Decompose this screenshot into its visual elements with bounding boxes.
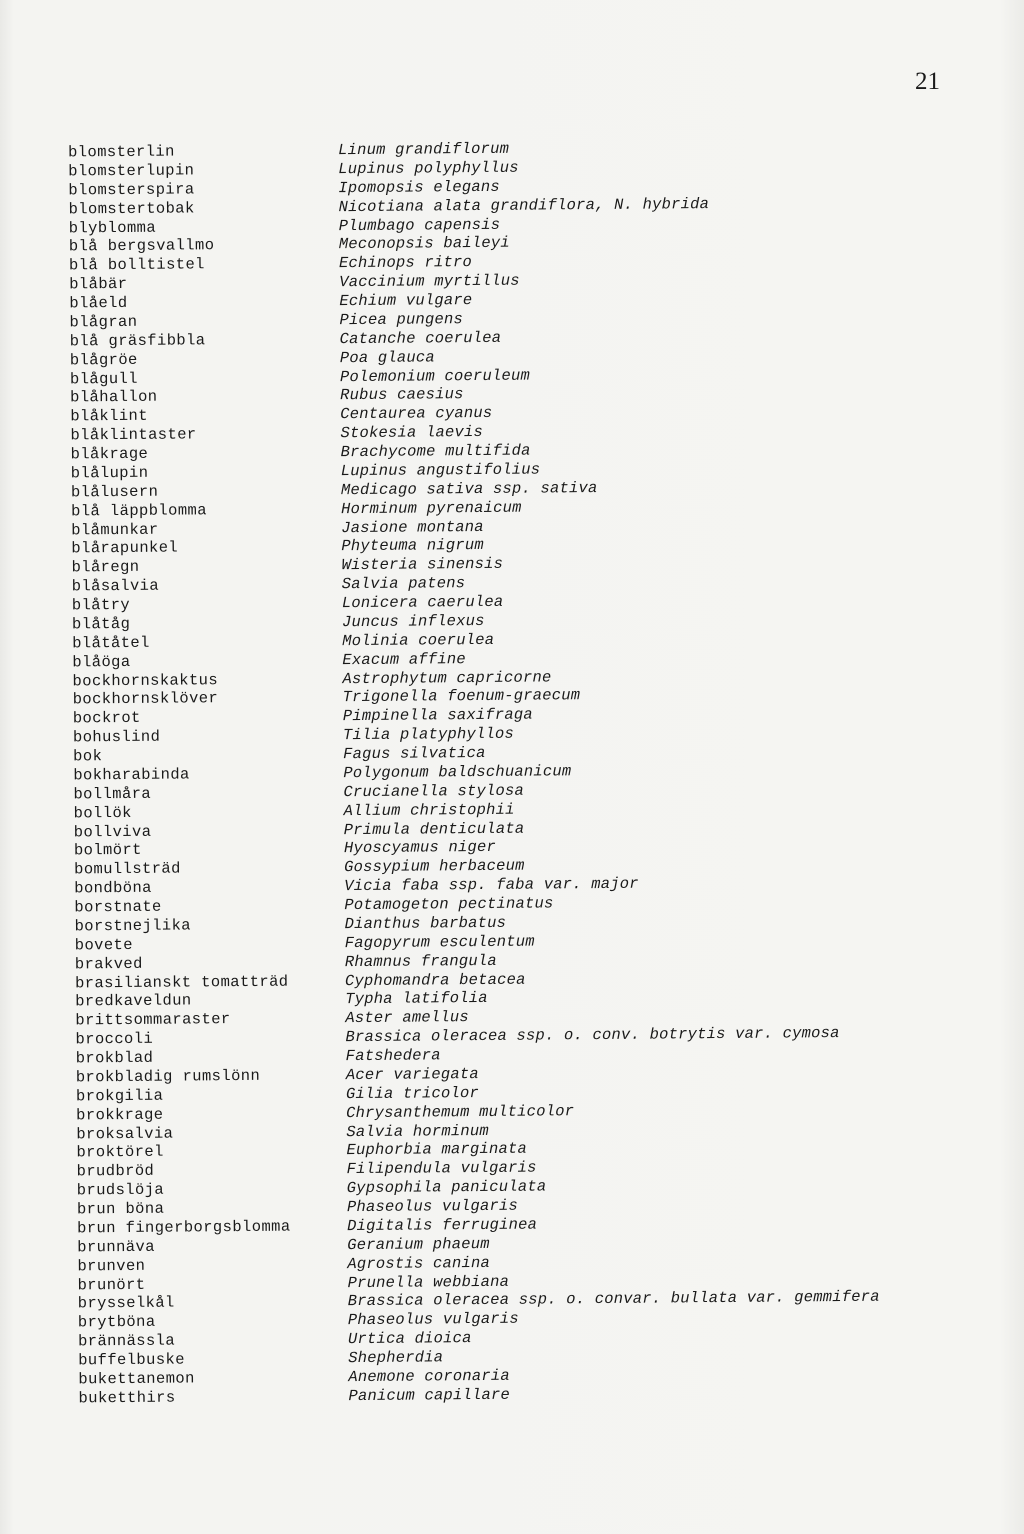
- swedish-name: brittsommaraster: [75, 1010, 231, 1030]
- swedish-name: brokblad: [75, 1048, 154, 1068]
- latin-name: Stokesia laevis: [340, 423, 484, 443]
- latin-name: Horminum pyrenaicum: [340, 498, 522, 518]
- swedish-name: blågran: [69, 312, 138, 332]
- swedish-name: brytböna: [77, 1312, 156, 1332]
- latin-name: Medicago sativa ssp. sativa: [340, 478, 598, 499]
- swedish-name: brunnäva: [77, 1237, 155, 1257]
- swedish-name: blå läppblomma: [71, 500, 207, 521]
- swedish-name: blomsterspira: [68, 180, 195, 200]
- latin-name: Echium vulgare: [339, 291, 473, 311]
- latin-name: Exacum affine: [342, 649, 466, 669]
- latin-name: Fagopyrum esculentum: [344, 932, 535, 952]
- swedish-name: blåmunkar: [71, 520, 159, 539]
- swedish-name: brokkrage: [76, 1105, 164, 1125]
- swedish-name: brakved: [74, 954, 143, 974]
- latin-name: Phyteuma nigrum: [341, 536, 484, 556]
- swedish-name: bok: [73, 747, 103, 766]
- swedish-name: bockrot: [72, 709, 141, 728]
- swedish-name: bredkaveldun: [75, 991, 192, 1011]
- swedish-name: brun fingerborgsblomma: [77, 1217, 291, 1238]
- swedish-name: blåöga: [72, 652, 131, 672]
- latin-name: Lupinus polyphyllus: [338, 158, 519, 179]
- latin-name: Nicotiana alata grandiflora, N. hybrida: [338, 194, 710, 216]
- swedish-name: blålupin: [70, 463, 149, 483]
- latin-name: Potamogeton pectinatus: [344, 894, 554, 915]
- latin-name: Crucianella stylosa: [343, 781, 525, 801]
- latin-name: Brassica oleracea ssp. o. convar. bullata var. gemmifera: [347, 1288, 880, 1311]
- swedish-name: bondböna: [74, 878, 152, 898]
- swedish-name: bollviva: [73, 822, 152, 841]
- latin-name: Lonicera caerulea: [341, 592, 504, 613]
- latin-name: Rubus caesius: [340, 385, 464, 405]
- plant-name-list: [0, 135, 1024, 1408]
- swedish-name: blyblomma: [68, 218, 157, 237]
- swedish-name: brudbröd: [76, 1161, 155, 1181]
- latin-name: Jasione montana: [341, 517, 484, 537]
- swedish-name: bohuslind: [72, 727, 161, 747]
- swedish-name: blålusern: [70, 482, 159, 502]
- swedish-name: blå bergsvallmo: [68, 236, 215, 256]
- swedish-name: bomullsträd: [74, 859, 181, 879]
- latin-name: Dianthus barbatus: [344, 913, 507, 934]
- swedish-name: blåhallon: [70, 388, 158, 407]
- swedish-name: bokharabinda: [73, 765, 190, 785]
- latin-name: Salvia horminum: [346, 1121, 489, 1141]
- latin-name: Filipendula vulgaris: [346, 1158, 537, 1179]
- latin-name: Wisteria sinensis: [341, 555, 504, 575]
- latin-name: Lupinus angustifolius: [340, 460, 541, 481]
- swedish-name: brokgilia: [75, 1086, 164, 1106]
- latin-name: Panicum capillare: [348, 1385, 511, 1405]
- swedish-name: blåklint: [70, 407, 148, 426]
- latin-name: Primula denticulata: [343, 819, 525, 839]
- swedish-name: blåtåg: [71, 614, 131, 634]
- latin-name: Gilia tricolor: [345, 1083, 480, 1103]
- swedish-name: bockhornsklöver: [72, 689, 219, 709]
- latin-name: Phaseolus vulgaris: [347, 1309, 519, 1330]
- swedish-name: brännässla: [77, 1331, 176, 1351]
- swedish-name: borstnejlika: [74, 916, 192, 936]
- latin-name: Astrophytum capricorne: [342, 667, 552, 688]
- latin-name: Linum grandiflorum: [337, 139, 510, 160]
- latin-name: Chrysanthemum multicolor: [346, 1101, 575, 1122]
- latin-name: Vicia faba ssp. faba var. major: [344, 874, 639, 896]
- latin-name: Acer variegata: [345, 1064, 479, 1085]
- latin-name: Prunella webbiana: [347, 1272, 510, 1292]
- latin-name: Ipomopsis elegans: [338, 177, 500, 197]
- latin-name: Echinops ritro: [338, 253, 473, 273]
- swedish-name: blomstertobak: [68, 198, 195, 219]
- latin-name: Cyphomandra betacea: [344, 970, 526, 990]
- latin-name: Meconopsis baileyi: [338, 234, 510, 254]
- swedish-name: broksalvia: [76, 1124, 174, 1143]
- latin-name: Picea pungens: [339, 310, 464, 330]
- swedish-name: bockhornskaktus: [72, 670, 219, 690]
- latin-name: Agrostis canina: [347, 1253, 490, 1273]
- latin-name: Polemonium coeruleum: [339, 366, 531, 386]
- latin-name: Gypsophila paniculata: [346, 1177, 547, 1198]
- swedish-name: bolmört: [73, 841, 142, 860]
- swedish-name: brun böna: [76, 1199, 165, 1219]
- latin-name: Fatshedera: [345, 1046, 441, 1066]
- latin-name: Molinia coerulea: [342, 630, 495, 650]
- swedish-name: blåbär: [69, 275, 128, 294]
- swedish-name: blå bolltistel: [68, 255, 205, 275]
- swedish-name: blåkrage: [70, 444, 149, 464]
- swedish-name: bollök: [73, 803, 132, 823]
- swedish-name: buketthirs: [78, 1388, 176, 1408]
- latin-name: Catanche coerulea: [339, 328, 502, 348]
- swedish-name: blårapunkel: [71, 538, 179, 558]
- swedish-name: bukettanemon: [78, 1369, 195, 1389]
- latin-name: Tilia platyphyllos: [342, 724, 515, 745]
- swedish-name: blåtry: [71, 595, 131, 615]
- latin-name: Allium christophii: [343, 800, 515, 820]
- latin-name: Vaccinium myrtillus: [339, 271, 520, 292]
- latin-name: Plumbago capensis: [338, 215, 501, 235]
- latin-name: Trigonella foenum-graecum: [342, 686, 581, 707]
- page-number: 21: [915, 68, 940, 95]
- swedish-name: blåsalvia: [71, 576, 160, 596]
- swedish-name: brysselkål: [77, 1293, 175, 1313]
- swedish-name: bollmåra: [73, 784, 152, 804]
- swedish-name: blåregn: [71, 558, 140, 577]
- latin-name: Phaseolus vulgaris: [346, 1196, 519, 1217]
- latin-name: Fagus silvatica: [343, 743, 486, 764]
- swedish-name: blomsterlupin: [68, 161, 195, 181]
- swedish-name: blåklintaster: [70, 425, 197, 445]
- latin-name: Polygonum baldschuanicum: [343, 762, 572, 783]
- latin-name: Geranium phaeum: [347, 1234, 490, 1254]
- latin-name: Aster amellus: [345, 1008, 469, 1028]
- swedish-name: broktörel: [76, 1143, 164, 1162]
- latin-name: Pimpinella saxifraga: [342, 705, 533, 726]
- latin-name: Poa glauca: [339, 347, 435, 367]
- swedish-name: brasilianskt tomatträd: [74, 972, 289, 992]
- latin-name: Typha latifolia: [345, 989, 488, 1009]
- swedish-name: blågröe: [69, 350, 138, 370]
- swedish-name: borstnate: [74, 897, 162, 917]
- latin-name: Salvia patens: [341, 574, 466, 594]
- latin-name: Rhamnus frangula: [344, 951, 497, 971]
- latin-name: Digitalis ferruginea: [347, 1215, 538, 1236]
- latin-name: Urtica dioica: [347, 1329, 472, 1349]
- latin-name: Hyoscyamus niger: [343, 838, 497, 858]
- latin-name: Centaurea cyanus: [340, 404, 493, 424]
- latin-name: Gossypium herbaceum: [343, 856, 525, 877]
- swedish-name: brunört: [77, 1275, 146, 1294]
- latin-name: Shepherdia: [348, 1348, 444, 1368]
- swedish-name: blomsterlin: [67, 142, 175, 162]
- latin-name: Juncus inflexus: [341, 611, 485, 632]
- swedish-name: blågull: [69, 369, 138, 388]
- latin-name: Euphorbia marginata: [346, 1139, 528, 1160]
- swedish-name: buffelbuske: [78, 1350, 185, 1370]
- swedish-name: brunven: [77, 1256, 146, 1276]
- swedish-name: brudslöja: [76, 1180, 165, 1200]
- swedish-name: broccoli: [75, 1029, 154, 1049]
- swedish-name: blåeld: [69, 293, 128, 313]
- latin-name: Brachycome multifida: [340, 441, 531, 462]
- swedish-name: blå gräsfibbla: [69, 331, 206, 351]
- swedish-name: brokbladig rumslönn: [75, 1066, 261, 1087]
- swedish-name: bovete: [74, 935, 134, 955]
- latin-name: Brassica oleracea ssp. o. conv. botrytis var. cymosa: [345, 1024, 840, 1047]
- swedish-name: blåtåtel: [72, 633, 150, 653]
- latin-name: Anemone coronaria: [348, 1366, 510, 1386]
